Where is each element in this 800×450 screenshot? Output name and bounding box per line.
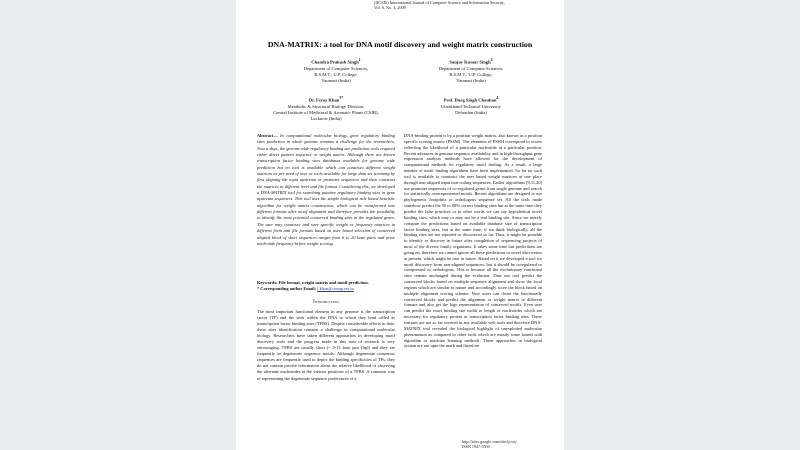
paper-title: DNA-MATRIX: a tool for DNA motif discovery and weight matrix construction (267, 40, 533, 49)
author-block-4 (411, 95, 531, 116)
author-block-3 (251, 95, 401, 122)
author-dept: Department of Computer Sciences, (303, 65, 369, 71)
abstract-text: In computational molecular biology, gene regulatory binding sites prediction in whole genome remains a challenge for the researchers. Now a days, the genome wide regulatory binding site prediction tools required either direct pattern sequence or weight matrix. Although there are known transcription factor binding sites databases available for genome wide prediction but no tool is available which can construct different weight matrices as per need of user or tools available for large data set scanning by first aligning the input upstream or promoter sequences and than construct the matrices in different level and file format. Considering this, we developed a DNA-MATRIX tool for searching putative regulatory binding sites in gene upstream sequences. This tool uses the simple biological rule based heuristic algorithm for weight matrix construction, which can be transformed into different formats after motif alignment and therefore provides the possibility to identify the most potential conserved binding sites in the regulated genes. The user may construct and save specific weight or frequency matrices in different form and file formats based on user based selection of conserved aligned block of short sequences ranges from 6 to 20 base pairs and prior nucleotide frequency before weight scoring. (257, 133, 395, 246)
author-sup: 1 (358, 58, 361, 62)
author-inst: R.S.M.T., U.P. College, (449, 71, 493, 77)
author-name: Dr. Feroz Khan (308, 97, 340, 103)
author-dept: Department of Computer Sciences, (438, 65, 504, 71)
introduction-text: The most important functional element in any genome is the transcription factor (TF) and the sites within the DNA to which they bind called as transcription factor binding sites (TFBS). Despite considerable efforts to date, these sites identification remains a challenge in computational molecular biology. Researchers have taken different approaches in developing motif discovery tools and the progress made in this area of research is very encouraging. TFBS are usually short (~ 5-15 base pair [bp]) and they are frequently in degenerate sequence motifs. Although degenerate consensus sequences are frequently used to depict the binding specificities of TFs, they do not contain precise information about the relative likelihood of observing the alternate nucleotides at the various positions of a TFBS. A common way of representing the degenerate sequence preferences of a (257, 309, 395, 381)
author-name: Prof. Durg Singh Chauhan (443, 97, 497, 103)
author-dept: Metabolic & Structural Biology Division, (287, 103, 365, 109)
author-city: Lucknow (India) (310, 115, 342, 121)
keywords-text: File format, weight matrix and motif prediction. (278, 280, 369, 285)
author-email-link[interactable]: f.khan@cimap.res.in (317, 286, 354, 291)
author-name: Chandra Prakash Singh (311, 59, 359, 65)
author-sup: 3* (339, 96, 344, 100)
journal-volume: Vol. 6, No. 3, 2009 (374, 5, 406, 11)
footer-url[interactable]: http://sites.google.com/site/ijcsis/ (462, 439, 517, 444)
author-city: Varanasi (India) (321, 77, 351, 83)
author-block-1 (276, 57, 396, 84)
journal-header (374, 0, 562, 11)
page-footer (462, 439, 562, 449)
abstract (257, 133, 395, 247)
keywords (257, 280, 395, 292)
abstract-lead: Abstract— (257, 133, 278, 138)
right-column-text: DNA-binding protein is by a position weight matrix, also known as a position specific scoring matrix (PSSM). The elements of PSSM correspond to scores reflecting the likelihood of a particular nucleotide at a particular position. Recent advances in genome sequence availability and in high-throughput gene expression analysis methods have allowed for the development of computational methods for regulatory motif finding. As a result, a large number of motif finding algorithms have been implemented. So far no such tool is available to construct the user based weight matrices at one place through non-aligned input non-coding sequences. Earlier algorithms [9,11,20] use promoter sequences of co-regulated genes from single genome and search for statistically overrepresented motifs. Recent algorithms are designed to use phylogenetic footprints or orthologous sequence set. All the tools made somehow predict the 50 to 80% correct binding sites but at the same time they predict the false positives or in other words we can say hypothetical novel binding sites, which may or may not be a real binding site. Since we merely compare the predictions based on available database size of transcription factor binding sites, but at the same time, if we think biologically, all the binding sites are not reported or discovered so far. Thus, it might be possible to identify or discover in future after completion of sequencing projects of most of the diverse family organisms. It takes some time but predictions are going on, therefore we cannot ignore all these predictions or novel discoveries at present, which might be true in future. Based on it we developed a tool for motif discovery from non-aligned sequences, but it should be coregulated or coexpressed or orthologous. This is because all the evolutionary functional sites remain unchanged during the evolution. Thus our tool predict the conserved blocks based on multiple sequence alignment and show the local regions which are similar in nature and accordingly score the block based on multiple alignment scoring scheme. Now users can chose the functionally conserved blocks and predict the alignment or weight matrix in different formats and also get the logo representation of conserved motifs. Even user can predict the exact binding site width or length of nucleotides which are necessary for regulatory protein or transcription factor binding sites. These features are not so far covered in any available web tools and therefore DNA-MATRIX tool revealed the biological highlight of unexploited molecular phenomenon as compared to other tools which are mostly some bound with algorithm or machine learning methods. These approaches in biological system are not upto the mark and therefore (404, 133, 542, 349)
corresponding-label: * Corresponding author Email: (257, 286, 316, 291)
section-heading-introduction: Introduction (313, 300, 339, 305)
footer-issn: ISSN 1947-5500 (462, 444, 490, 449)
author-sup: 2 (490, 58, 493, 62)
author-block-2 (411, 57, 531, 84)
author-city: Varanasi (India) (456, 77, 486, 83)
author-name: Sanjay Kumar Singh (449, 59, 491, 65)
paper-page (236, 0, 564, 450)
journal-name: (IJCSIS) International Journal of Computer Science and Information Security, (374, 0, 505, 5)
author-inst: R.S.M.T., U.P. College, (314, 71, 358, 77)
keywords-label: Keywords: (257, 280, 278, 285)
author-sup: 4 (496, 96, 499, 100)
author-dept: Uttrakhand Technical University (440, 103, 502, 109)
author-inst: Dehradun (India) (455, 109, 487, 115)
author-inst: Central Institute of Medicinal & Aromatic Plants (CSIR), (273, 109, 379, 115)
